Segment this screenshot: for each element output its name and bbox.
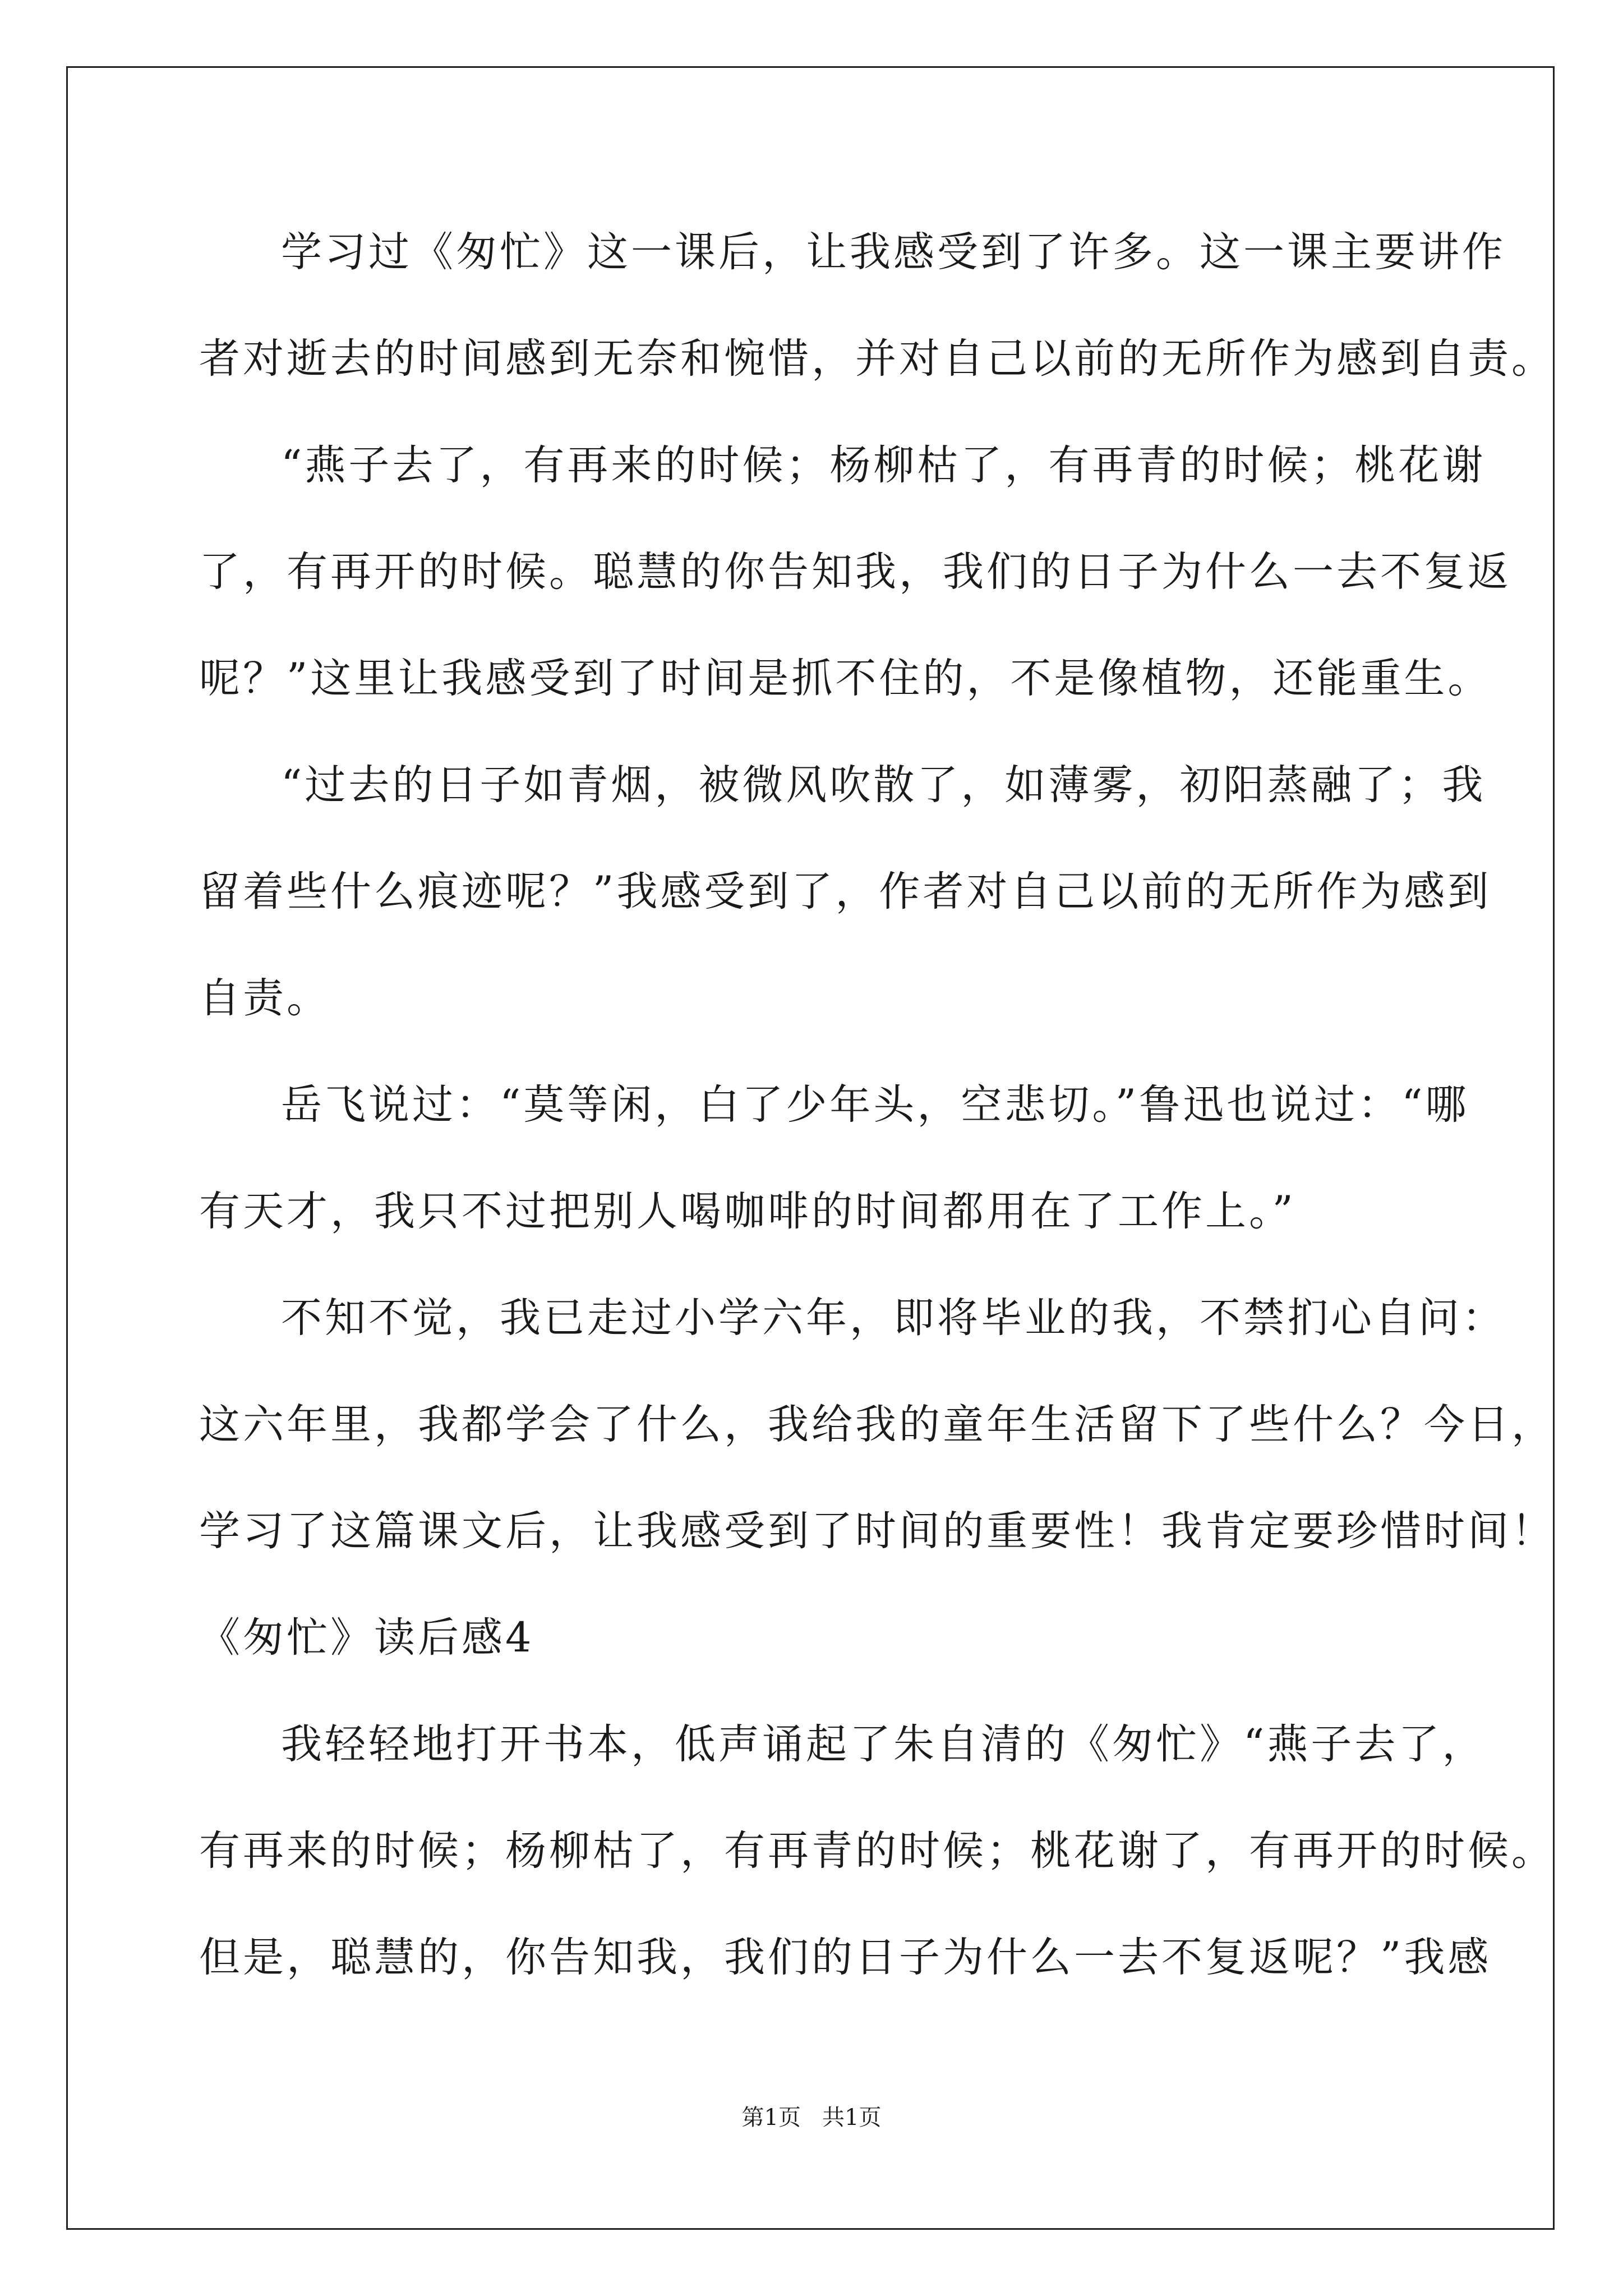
paragraph-line: “燕子去了，有再来的时候；杨柳枯了，有再青的时候；桃花谢 <box>281 441 1486 489</box>
paragraph-line: 岳飞说过：“莫等闲，白了少年头，空悲切。”鲁迅也说过：“哪 <box>281 1081 1469 1129</box>
paragraph-line: 这六年里，我都学会了什么，我给我的童年生活留下了些什么？今日， <box>199 1401 1555 1448</box>
paragraph-line: 了，有再开的时候。聪慧的你告知我，我们的日子为什么一去不复返 <box>199 548 1511 596</box>
page-number: 第1页 <box>741 2105 801 2131</box>
page-count: 共1页 <box>822 2105 882 2131</box>
paragraph-line: “过去的日子如青烟，被微风吹散了，如薄雾，初阳蒸融了；我 <box>281 761 1486 809</box>
paragraph-line: 我轻轻地打开书本，低声诵起了朱自清的《匆忙》“燕子去了， <box>281 1720 1486 1768</box>
paragraph-line: 留着些什么痕迹呢？”我感受到了，作者对自己以前的无所作为感到 <box>199 868 1492 915</box>
page-footer <box>0 2101 1623 2134</box>
paragraph-line: 有再来的时候；杨柳枯了，有再青的时候；桃花谢了，有再开的时候。 <box>199 1827 1555 1875</box>
paragraph-line: 有天才，我只不过把别人喝咖啡的时间都用在了工作上。” <box>199 1188 1296 1235</box>
page-frame <box>66 66 1555 2230</box>
paragraph-line: 呢？”这里让我感受到了时间是抓不住的，不是像植物，还能重生。 <box>199 655 1492 702</box>
paragraph-line: 学习了这篇课文后，让我感受到了时间的重要性！我肯定要珍惜时间！ <box>199 1507 1555 1555</box>
section-heading: 《匆忙》读后感4 <box>199 1614 534 1662</box>
paragraph-line: 者对逝去的时间感到无奈和惋惜，并对自己以前的无所作为感到自责。 <box>199 335 1555 383</box>
paragraph-line: 学习过《匆忙》这一课后，让我感受到了许多。这一课主要讲作 <box>281 228 1506 276</box>
paragraph-line: 自责。 <box>199 974 330 1022</box>
paragraph-line: 但是，聪慧的，你告知我，我们的日子为什么一去不复返呢？”我感 <box>199 1934 1492 1981</box>
paragraph-line: 不知不觉，我已走过小学六年，即将毕业的我，不禁扪心自问： <box>281 1294 1506 1342</box>
